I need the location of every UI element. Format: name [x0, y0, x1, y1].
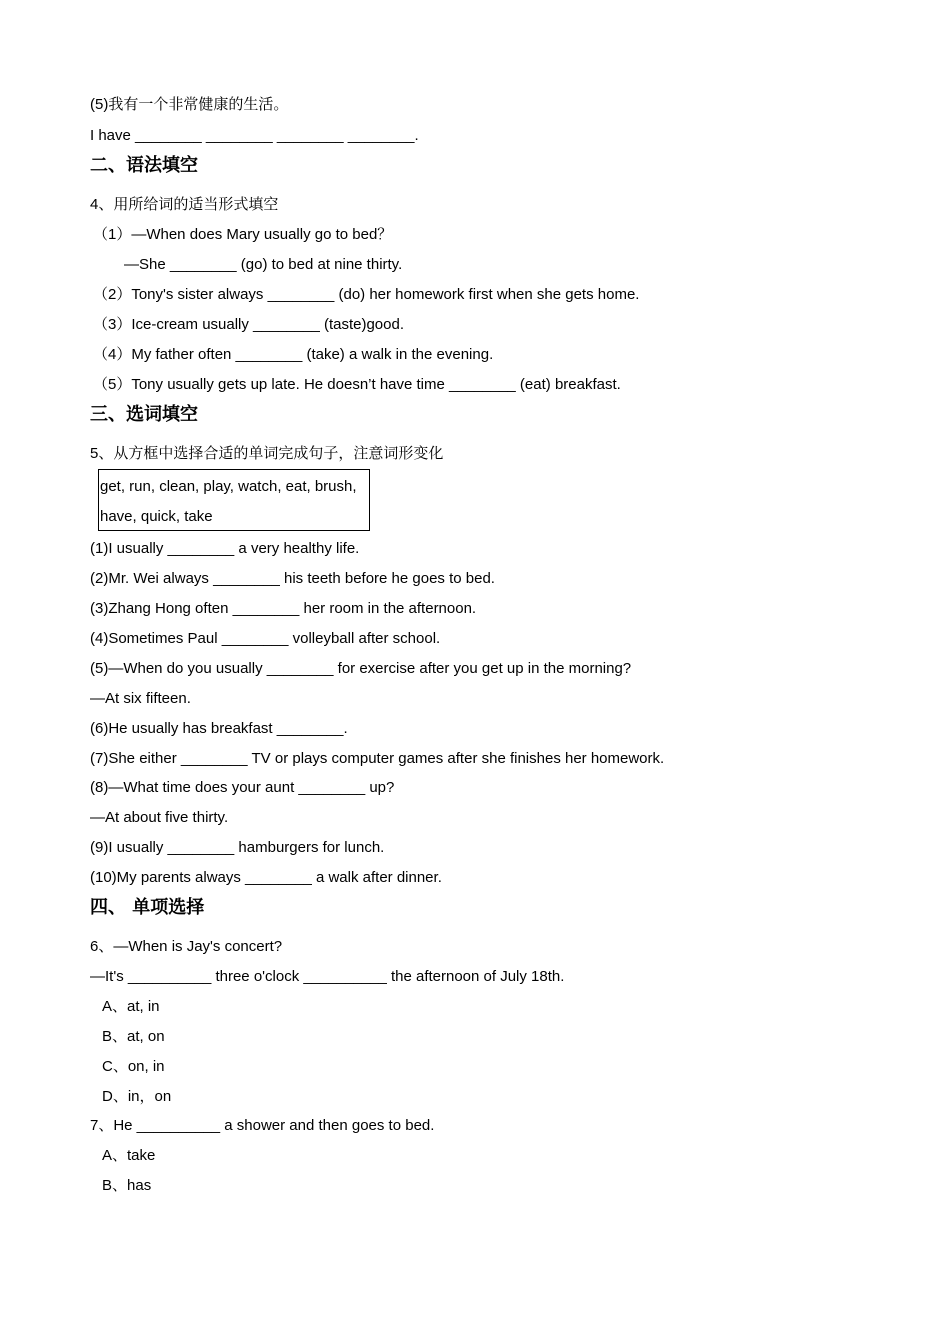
q5-title: 5、从方框中选择合适的单词完成句子，注意词形变化: [90, 445, 444, 462]
q6-option-d: D、in，on: [102, 1088, 172, 1105]
q5-item-7: (7)She either ________ TV or plays computer games after she finishes her homework.: [90, 750, 665, 767]
q4-item-1: （1）—When does Mary usually go to bed？: [93, 226, 393, 243]
section4-heading: 四、 单项选择: [90, 897, 205, 918]
q5-item-3: (3)Zhang Hong often ________ her room in the afternoon.: [90, 600, 477, 617]
q5-item-1: (1)I usually ________ a very healthy life.: [90, 540, 360, 557]
q4-title: 4、用所给词的适当形式填空: [90, 196, 279, 213]
q6-reply: —It's __________ three o'clock __________ the afternoon of July 18th.: [90, 968, 565, 985]
q5-item-8: (8)—What time does your aunt ________ up?: [90, 779, 395, 796]
word-box-line-1: get, run, clean, play, watch, eat, brush,: [100, 478, 357, 495]
q4-item-4: （4）My father often ________ (take) a walk in the evening.: [93, 346, 494, 363]
q5-item-9: (9)I usually ________ hamburgers for lunch.: [90, 839, 385, 856]
q5-item-2: (2)Mr. Wei always ________ his teeth before he goes to bed.: [90, 570, 495, 587]
prev-q5-answer: I have ________ ________ ________ ________.: [90, 127, 419, 144]
word-box: [98, 469, 370, 531]
q5-item-5-reply: —At six fifteen.: [90, 690, 191, 707]
prev-q5-prompt: (5)我有一个非常健康的生活。: [90, 96, 289, 113]
section3-heading: 三、选词填空: [90, 404, 198, 425]
q5-item-8-reply: —At about five thirty.: [90, 809, 229, 826]
q5-item-6: (6)He usually has breakfast ________.: [90, 720, 348, 737]
q5-item-4: (4)Sometimes Paul ________ volleyball after school.: [90, 630, 441, 647]
q7-option-a: A、take: [102, 1147, 156, 1164]
word-box-line-2: have, quick, take: [100, 508, 213, 525]
q7-question: 7、He __________ a shower and then goes to bed.: [90, 1117, 435, 1134]
section2-heading: 二、语法填空: [90, 155, 198, 176]
q4-item-5: （5）Tony usually gets up late. He doesn’t have time ________ (eat) breakfast.: [93, 376, 621, 393]
q4-item-2: （2）Tony's sister always ________ (do) her homework first when she gets home.: [93, 286, 640, 303]
q6-option-c: C、on, in: [102, 1058, 165, 1075]
q6-option-a: A、at, in: [102, 998, 160, 1015]
q7-option-b: B、has: [102, 1177, 152, 1194]
q6-option-b: B、at, on: [102, 1028, 165, 1045]
q4-item-3: （3）Ice-cream usually ________ (taste)good.: [93, 316, 405, 333]
q5-item-5: (5)—When do you usually ________ for exercise after you get up in the morning?: [90, 660, 632, 677]
q6-question: 6、—When is Jay's concert?: [90, 938, 283, 955]
q5-item-10: (10)My parents always ________ a walk after dinner.: [90, 869, 442, 886]
q4-item-1-reply: —She ________ (go) to bed at nine thirty.: [124, 256, 403, 273]
